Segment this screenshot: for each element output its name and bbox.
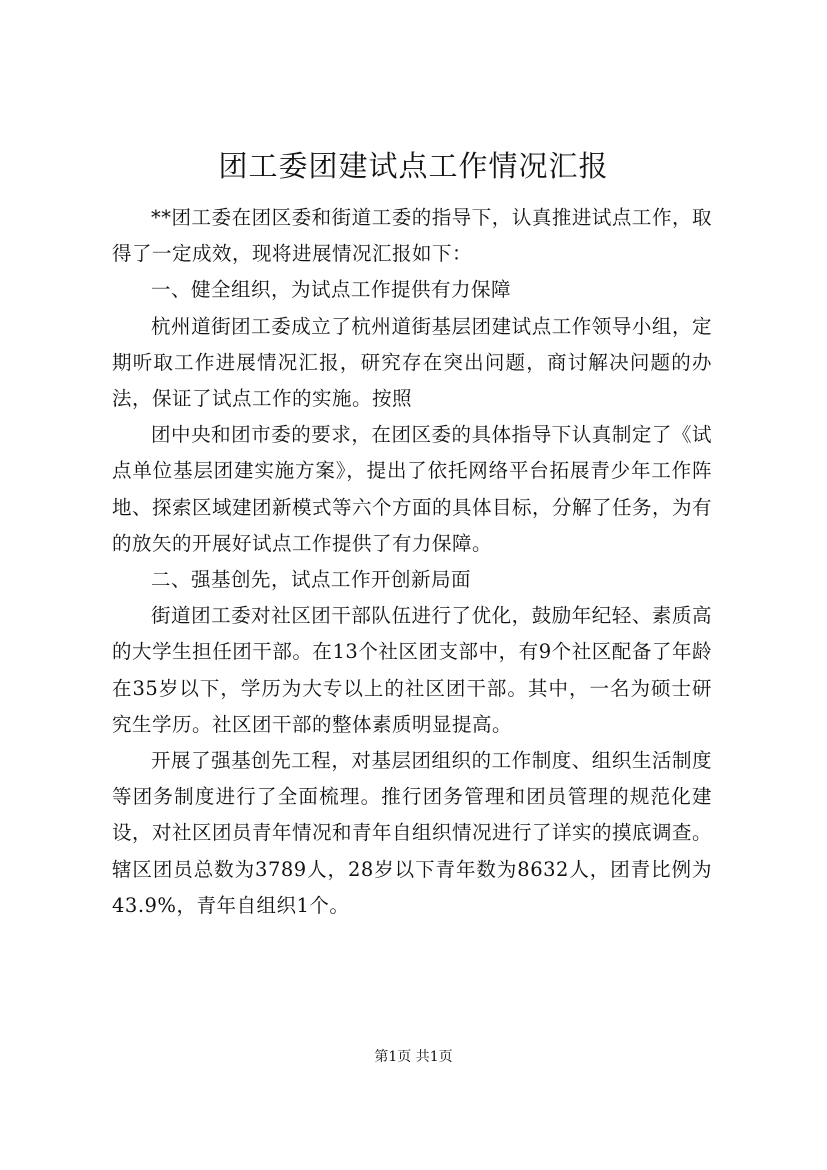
paragraph-2: 团中央和团市委的要求，在团区委的具体指导下认真制定了《试点单位基层团建实施方案》，提出了依托网络平台拓展青少年工作阵地、探索区域建团新模式等六个方面的具体目标，分解了任务，为有的放矢的开展好试点工作提供了有力保障。: [112, 423, 713, 555]
document-body: [112, 200, 712, 924]
paragraph-1: 杭州道街团工委成立了杭州道街基层团建试点工作领导小组，定期听取工作进展情况汇报，研究存在突出问题，商讨解决问题的办法，保证了试点工作的实施。按照: [112, 314, 712, 411]
page-footer: 第1页 共1页: [374, 1049, 453, 1065]
section-heading-2: 二、强基创先，试点工作开创新局面: [151, 568, 472, 592]
paragraph-4: 开展了强基创先工程，对基层团组织的工作制度、组织生活制度等团务制度进行了全面梳理。推行团务管理和团员管理的规范化建设，对社区团员青年情况和青年自组织情况进行了详实的摸底调查。辖区团员总数为3789人，28岁以下青年数为8632人，团青比例为43.9%，青年自组织1个。: [112, 749, 713, 917]
document-title: 团工委团建试点工作情况汇报: [218, 149, 609, 183]
paragraph-3: 街道团工委对社区团干部队伍进行了优化，鼓励年纪轻、素质高的大学生担任团干部。在13个社区团支部中，有9个社区配备了年龄在35岁以下，学历为大专以上的社区团干部。其中，一名为硕士研究生学历。社区团干部的整体素质明显提高。: [112, 604, 712, 736]
section-heading-1: 一、健全组织，为试点工作提供有力保障: [151, 278, 512, 302]
paragraph-intro: **团工委在团区委和街道工委的指导下，认真推进试点工作，取得了一定成效，现将进展情况汇报如下：: [112, 206, 712, 266]
